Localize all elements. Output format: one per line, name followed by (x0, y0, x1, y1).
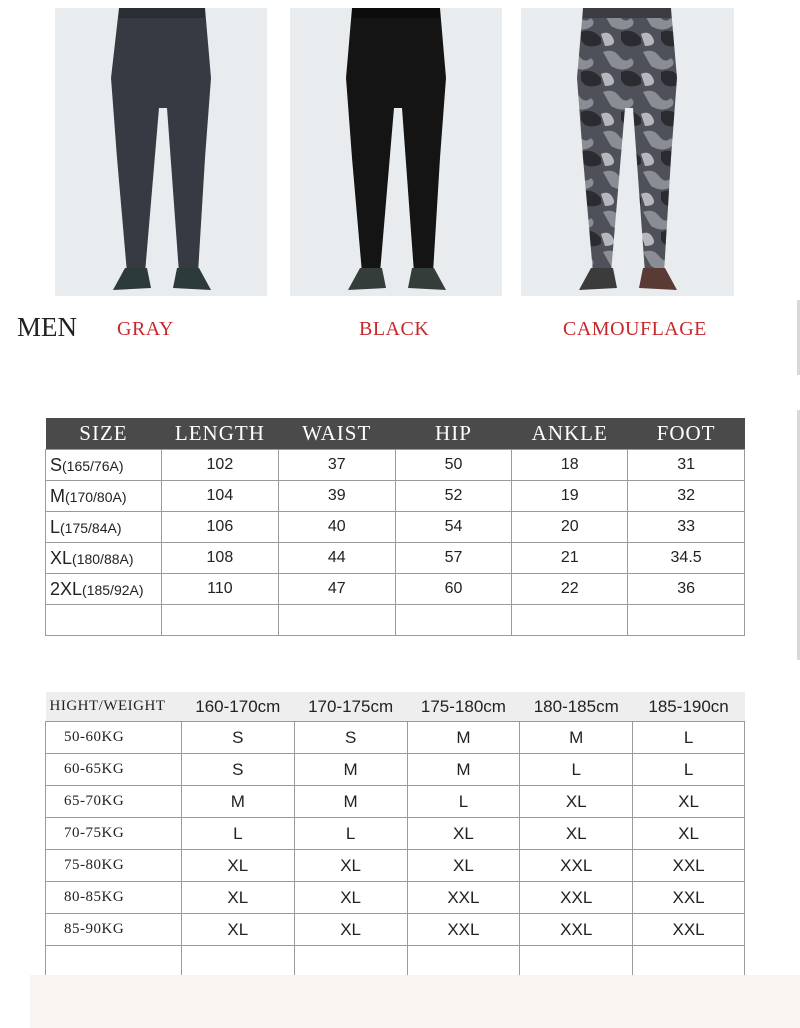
length-cell: 110 (161, 574, 278, 605)
size-table-empty-row (46, 605, 745, 636)
length-cell: 106 (161, 512, 278, 543)
size-code: (165/76A) (62, 457, 124, 474)
height-column-header: 180-185cm (520, 692, 633, 722)
size-letter: XL (50, 547, 73, 568)
gray-pants-photo (55, 8, 267, 296)
ankle-cell: 19 (512, 481, 628, 512)
size-letter: S (50, 454, 63, 475)
waist-header: WAIST (278, 418, 395, 450)
foot-cell: 36 (628, 574, 745, 605)
recommended-size-cell: XL (407, 850, 520, 882)
height-column-header: 160-170cm (181, 692, 294, 722)
color-label-gray: GRAY (117, 318, 174, 340)
fit-table-row (46, 722, 745, 754)
recommended-size-cell: XL (633, 786, 745, 818)
size-header: SIZE (46, 418, 162, 450)
size-code: (175/84A) (60, 519, 122, 536)
black-pants-photo (290, 8, 502, 296)
empty-cell (512, 605, 628, 636)
ankle-cell: 18 (512, 450, 628, 481)
ankle-cell: 21 (512, 543, 628, 574)
gender-label: MEN (17, 312, 77, 342)
empty-cell (46, 946, 182, 978)
hip-header: HIP (395, 418, 512, 450)
recommended-size-cell: S (181, 754, 294, 786)
recommended-size-cell: L (520, 754, 633, 786)
fit-table-empty-row (46, 946, 745, 978)
recommended-size-cell: XL (294, 914, 407, 946)
size-table-row (46, 512, 745, 543)
camouflage-pants-photo (521, 8, 734, 296)
size-cell (46, 450, 162, 481)
camouflage-pants-image (521, 8, 734, 296)
height-column-header: 185-190cn (633, 692, 745, 722)
recommended-size-cell: L (407, 786, 520, 818)
empty-cell (46, 605, 162, 636)
empty-cell (407, 946, 520, 978)
recommended-size-cell: L (294, 818, 407, 850)
waist-cell: 44 (278, 543, 395, 574)
recommended-size-cell: L (633, 722, 745, 754)
empty-cell (181, 946, 294, 978)
size-table-row (46, 481, 745, 512)
weight-range-cell: 85-90KG (46, 914, 182, 946)
ankle-cell: 20 (512, 512, 628, 543)
size-cell (46, 481, 162, 512)
fit-table-row (46, 818, 745, 850)
recommended-size-cell: M (407, 722, 520, 754)
recommended-size-cell: XL (181, 914, 294, 946)
foot-cell: 34.5 (628, 543, 745, 574)
recommended-size-cell: XXL (520, 914, 633, 946)
size-measurement-table (45, 418, 745, 636)
gray-pants-image (55, 8, 267, 296)
recommended-size-cell: S (294, 722, 407, 754)
foot-cell: 32 (628, 481, 745, 512)
hip-cell: 54 (395, 512, 512, 543)
recommended-size-cell: XL (633, 818, 745, 850)
height-column-header: 170-175cm (294, 692, 407, 722)
color-label-black: BLACK (359, 318, 430, 340)
size-code: (180/88A) (72, 550, 134, 567)
bottom-band (30, 975, 800, 1028)
foot-header: FOOT (628, 418, 745, 450)
recommended-size-cell: XXL (520, 850, 633, 882)
fit-table-row (46, 850, 745, 882)
recommended-size-cell: L (633, 754, 745, 786)
recommended-size-cell: XXL (407, 914, 520, 946)
size-code: (185/92A) (82, 581, 144, 598)
waist-cell: 39 (278, 481, 395, 512)
recommended-size-cell: XL (520, 818, 633, 850)
recommended-size-cell: XXL (520, 882, 633, 914)
fit-table-row (46, 914, 745, 946)
length-header: LENGTH (161, 418, 278, 450)
recommended-size-cell: XL (181, 850, 294, 882)
empty-cell (161, 605, 278, 636)
weight-range-cell: 65-70KG (46, 786, 182, 818)
size-cell (46, 512, 162, 543)
size-table-header-row (46, 418, 745, 450)
fit-table-row (46, 882, 745, 914)
fit-table-header-row (46, 692, 745, 722)
recommended-size-cell: M (407, 754, 520, 786)
hip-cell: 50 (395, 450, 512, 481)
size-cell (46, 543, 162, 574)
height-column-header: 175-180cm (407, 692, 520, 722)
recommended-size-cell: XL (294, 882, 407, 914)
weight-range-cell: 75-80KG (46, 850, 182, 882)
fit-table-row (46, 754, 745, 786)
weight-range-cell: 50-60KG (46, 722, 182, 754)
foot-cell: 31 (628, 450, 745, 481)
fit-table-row (46, 786, 745, 818)
recommended-size-cell: XL (520, 786, 633, 818)
weight-range-cell: 80-85KG (46, 882, 182, 914)
length-cell: 108 (161, 543, 278, 574)
height-weight-fit-table (45, 692, 745, 978)
recommended-size-cell: S (181, 722, 294, 754)
size-code: (170/80A) (65, 488, 127, 505)
hip-cell: 60 (395, 574, 512, 605)
ankle-header: ANKLE (512, 418, 628, 450)
weight-range-cell: 60-65KG (46, 754, 182, 786)
recommended-size-cell: XL (407, 818, 520, 850)
recommended-size-cell: XXL (633, 882, 745, 914)
empty-cell (633, 946, 745, 978)
color-label-camouflage: CAMOUFLAGE (563, 318, 707, 340)
size-letter: L (50, 516, 61, 537)
size-table-row (46, 543, 745, 574)
waist-cell: 37 (278, 450, 395, 481)
size-table-row (46, 574, 745, 605)
waist-cell: 47 (278, 574, 395, 605)
recommended-size-cell: XXL (633, 850, 745, 882)
black-pants-image (290, 8, 502, 296)
recommended-size-cell: XXL (633, 914, 745, 946)
recommended-size-cell: M (294, 786, 407, 818)
recommended-size-cell: M (294, 754, 407, 786)
hip-cell: 57 (395, 543, 512, 574)
empty-cell (520, 946, 633, 978)
recommended-size-cell: XL (181, 882, 294, 914)
waist-cell: 40 (278, 512, 395, 543)
size-letter: 2XL (50, 578, 83, 599)
ankle-cell: 22 (512, 574, 628, 605)
empty-cell (278, 605, 395, 636)
length-cell: 104 (161, 481, 278, 512)
size-cell (46, 574, 162, 605)
height-weight-corner-label: HIGHT/WEIGHT (46, 692, 182, 722)
empty-cell (395, 605, 512, 636)
recommended-size-cell: XL (294, 850, 407, 882)
hip-cell: 52 (395, 481, 512, 512)
recommended-size-cell: L (181, 818, 294, 850)
recommended-size-cell: M (520, 722, 633, 754)
size-table-row (46, 450, 745, 481)
size-letter: M (50, 485, 65, 506)
recommended-size-cell: M (181, 786, 294, 818)
length-cell: 102 (161, 450, 278, 481)
weight-range-cell: 70-75KG (46, 818, 182, 850)
foot-cell: 33 (628, 512, 745, 543)
empty-cell (628, 605, 745, 636)
empty-cell (294, 946, 407, 978)
recommended-size-cell: XXL (407, 882, 520, 914)
